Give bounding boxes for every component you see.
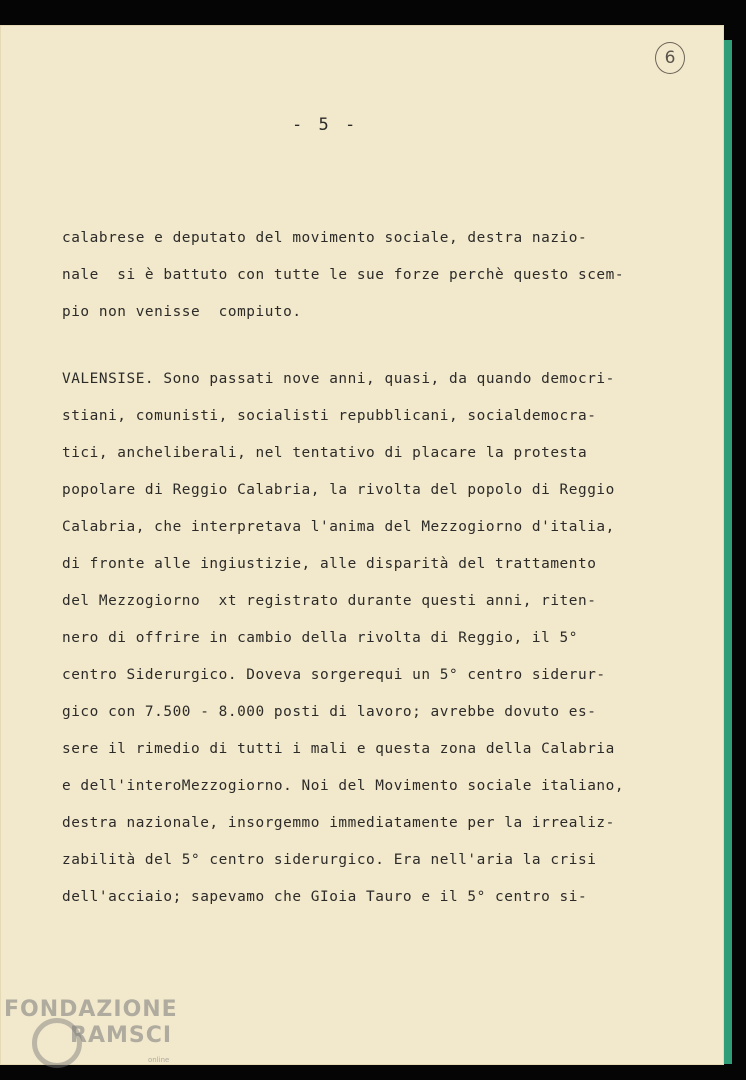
text-line: di fronte alle ingiustizie, alle disparità del trattamento [62, 556, 597, 572]
text-line: del Mezzogiorno xt registrato durante questi anni, riten- [62, 593, 597, 609]
paragraph-1 [62, 224, 682, 335]
text-line: stiani, comunisti, socialisti repubblicani, socialdemocra- [62, 408, 597, 424]
watermark-suffix: online [148, 1056, 170, 1064]
text-line: calabrese e deputato del movimento sociale, destra nazio- [62, 230, 588, 246]
text-line: nale si è battuto con tutte le sue forze perchè questo scem- [62, 267, 625, 283]
text-line: pio non venisse compiuto. [62, 304, 302, 320]
paragraph-2 [62, 365, 682, 920]
text-line: Calabria, che interpretava l'anima del Mezzogiorno d'italia, [62, 519, 615, 535]
watermark-line-2: RAMSCI [70, 1023, 173, 1048]
text-line: gico con 7.500 - 8.000 posti di lavoro; avrebbe dovuto es- [62, 704, 597, 720]
text-line: nero di offrire in cambio della rivolta di Reggio, il 5° [62, 630, 578, 646]
watermark-line-1: FONDAZIONE [4, 997, 178, 1022]
text-line: centro Siderurgico. Doveva sorgerequi un 5° centro siderur- [62, 667, 606, 683]
watermark-logo [4, 997, 178, 1049]
text-line: popolare di Reggio Calabria, la rivolta del popolo di Reggio [62, 482, 615, 498]
text-line: sere il rimedio di tutti i mali e questa zona della Calabria [62, 741, 615, 757]
archive-page-number: 6 [655, 42, 685, 74]
text-line: destra nazionale, insorgemmo immediatamente per la irrealiz- [62, 815, 615, 831]
page-number: - 5 - [292, 115, 359, 135]
text-line: VALENSISE. Sono passati nove anni, quasi, da quando democri- [62, 371, 615, 387]
text-line: tici, ancheliberali, nel tentativo di placare la protesta [62, 445, 588, 461]
text-line: dell'acciaio; sapevamo che GIoia Tauro e il 5° centro si- [62, 889, 588, 905]
paragraph-gap [62, 335, 682, 365]
document-body [62, 224, 682, 920]
text-line: zabilità del 5° centro siderurgico. Era nell'aria la crisi [62, 852, 597, 868]
text-line: e dell'interoMezzogiorno. Noi del Movimento sociale italiano, [62, 778, 625, 794]
